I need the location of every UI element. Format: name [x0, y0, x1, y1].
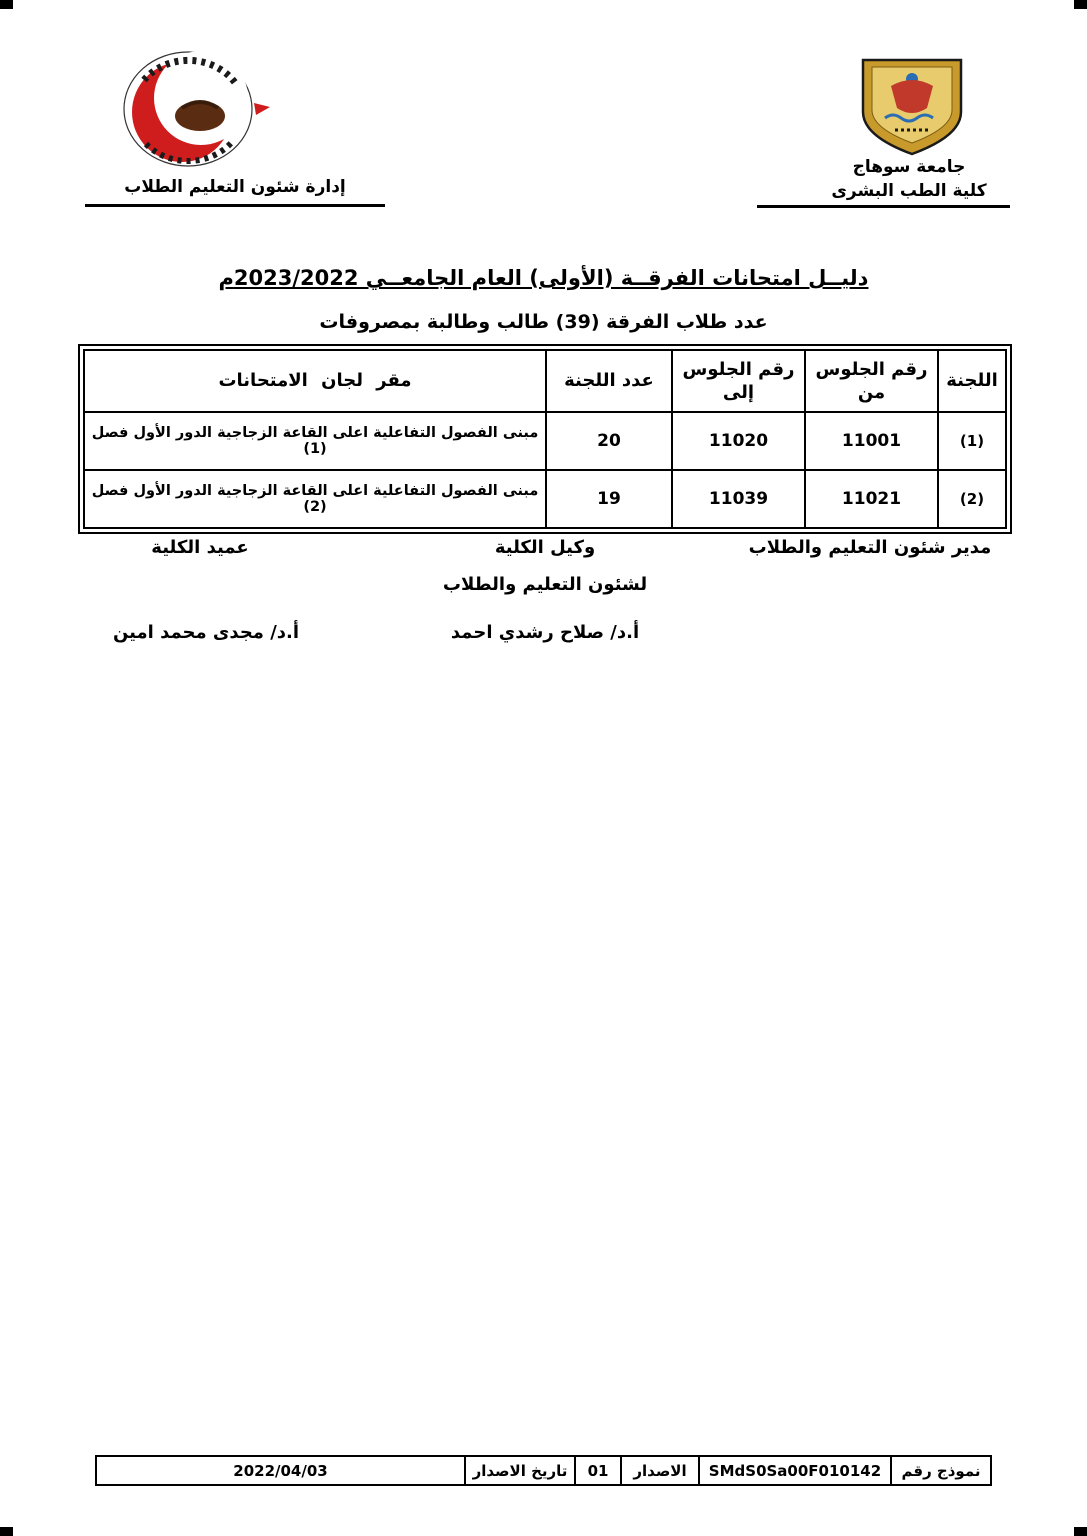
- signature-title-director: مدير شئون التعليم والطلاب: [748, 537, 992, 558]
- header-divider-left: [85, 204, 385, 207]
- footer-issue-label: الاصدار: [620, 1457, 698, 1484]
- signature-subtitle-vice-dean: لشئون التعليم والطلاب: [442, 574, 648, 595]
- signature-title-dean: عميد الكلية: [151, 537, 249, 558]
- scan-corner-mark: [0, 1527, 13, 1536]
- cell-committee: (1): [938, 412, 1006, 470]
- signature-title-vice-dean: وكيل الكلية: [494, 537, 596, 558]
- column-header-count: عدد اللجنة: [546, 350, 672, 412]
- cell-seat-to: 11020: [672, 412, 805, 470]
- university-name: جامعة سوهاج: [852, 157, 966, 177]
- cell-location: مبنى الفصول التفاعلية اعلى القاعة الزجاجية الدور الأول فصل (2): [84, 470, 546, 528]
- header-divider-right: [757, 205, 1010, 208]
- footer-form-number-label: نموذج رقم: [890, 1457, 990, 1484]
- scan-corner-mark: [1074, 0, 1087, 9]
- cell-seat-from: 11021: [805, 470, 938, 528]
- exam-committees-table-frame: [78, 344, 1012, 534]
- scan-corner-mark: [1074, 1527, 1087, 1536]
- scan-corner-mark: [0, 0, 13, 9]
- footer-issue-date-label: تاريخ الاصدار: [464, 1457, 574, 1484]
- document-title: دليــل امتحانات الفرقــة (الأولى) العام الجامعــي 2023/2022م: [218, 266, 869, 290]
- footer-issue-value: 01: [574, 1457, 620, 1484]
- signature-name-vice-dean: أ.د/ صلاح رشدي احمد: [450, 622, 640, 643]
- table-row: [84, 470, 1006, 528]
- signature-name-dean: أ.د/ مجدى محمد امين: [112, 622, 300, 643]
- column-header-location: مقر لجان الامتحانات: [84, 350, 546, 412]
- document-subtitle: عدد طلاب الفرقة (39) طالب وطالبة بمصروفات: [319, 311, 768, 333]
- footer-issue-date-value: 2022/04/03: [233, 1461, 328, 1480]
- cell-seat-to: 11039: [672, 470, 805, 528]
- footer-form-code: SMdS0Sa00F010142: [698, 1457, 890, 1484]
- faculty-name: كلية الطب البشرى: [831, 181, 987, 201]
- cell-committee: (2): [938, 470, 1006, 528]
- department-name: إدارة شئون التعليم الطلاب: [124, 177, 346, 197]
- table-row: [84, 412, 1006, 470]
- column-header-seat-from: رقم الجلوس من: [805, 350, 938, 412]
- column-header-seat-to: رقم الجلوس إلى: [672, 350, 805, 412]
- form-footer-bar: [95, 1455, 992, 1486]
- exam-committees-table: [83, 349, 1007, 529]
- column-header-committee: اللجنة: [938, 350, 1006, 412]
- table-header-row: [84, 350, 1006, 412]
- cell-seat-from: 11001: [805, 412, 938, 470]
- faculty-crescent-logo-icon: [104, 48, 272, 172]
- cell-count: 20: [546, 412, 672, 470]
- cell-count: 19: [546, 470, 672, 528]
- cell-location: مبنى الفصول التفاعلية اعلى القاعة الزجاجية الدور الأول فصل (1): [84, 412, 546, 470]
- university-shield-logo-icon: [856, 56, 968, 158]
